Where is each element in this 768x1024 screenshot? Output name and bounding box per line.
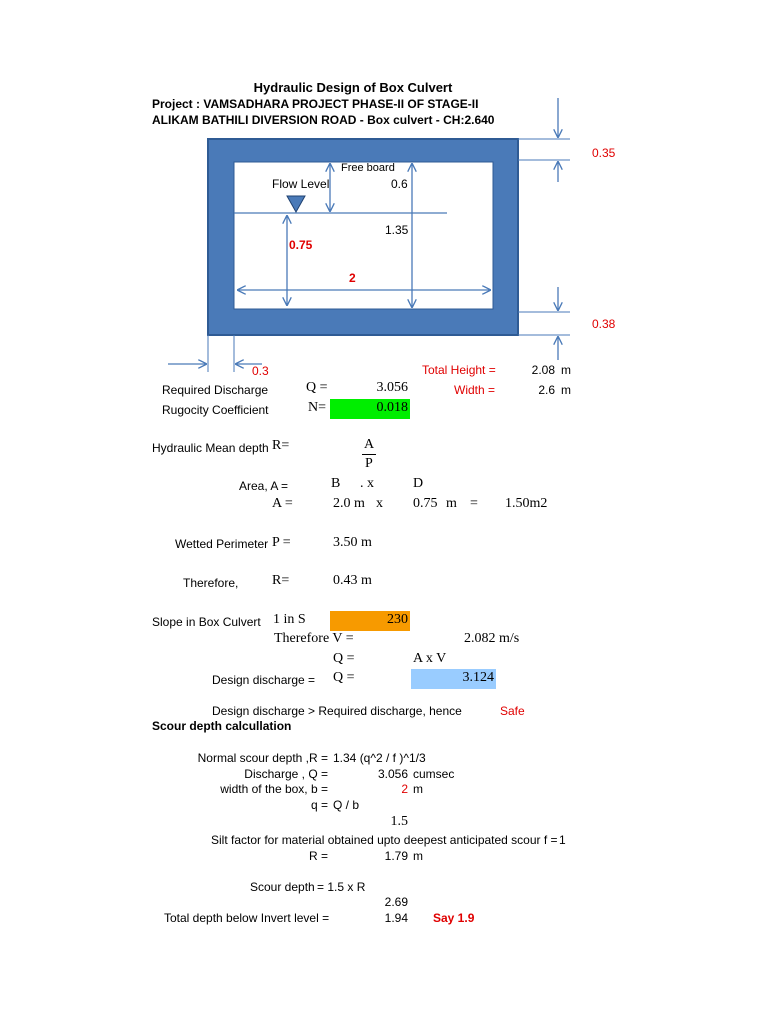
area-x: . x [360, 476, 374, 491]
hmd-numerator: A [364, 437, 375, 452]
scour-discharge-label: Discharge , Q = [244, 767, 328, 781]
wp-label: Wetted Perimeter [175, 537, 269, 551]
scour-depth-value: 2.69 [384, 895, 408, 909]
area-label: Area, A = [239, 479, 289, 493]
area-dval: 0.75 [413, 496, 438, 511]
area-b: B [331, 476, 341, 491]
area-dunit: m [446, 496, 457, 511]
rugosity-label: Rugocity Coefficient [162, 403, 269, 417]
width-unit: m [561, 383, 571, 397]
total-depth-value: 1.94 [384, 911, 408, 925]
design-value: 3.124 [462, 670, 494, 685]
area-result: 1.50m2 [505, 496, 548, 511]
inner-height-value: 1.35 [385, 223, 409, 237]
wall-value: 0.3 [252, 364, 269, 378]
flow-level-label: Flow Level [272, 177, 330, 191]
box-width-unit: m [413, 782, 423, 796]
velocity-label: Therefore V = [274, 631, 354, 646]
scour-r-value: 1.79 [384, 849, 408, 863]
location-line: ALIKAM BATHILI DIVERSION ROAD - Box culvert - CH:2.640 [152, 113, 495, 127]
rugosity-symbol: N= [308, 400, 327, 415]
slope-value: 230 [387, 612, 408, 627]
scour-depth-label: Scour depth [250, 880, 315, 894]
silt-value: 1 [559, 833, 566, 847]
total-height-value: 2.08 [531, 363, 555, 377]
q-per-width-label: q = [310, 798, 328, 812]
box-culvert-diagram [0, 0, 768, 400]
area-bval: 2.0 m [333, 496, 365, 511]
width-label: Width = [454, 383, 496, 397]
silt-label: Silt factor for material obtained upto deepest anticipated scour f = [211, 833, 558, 847]
wp-value: 3.50 m [333, 535, 372, 550]
fraction-bar [362, 454, 376, 455]
width-value: 2.6 [538, 383, 555, 397]
scour-discharge-value: 3.056 [377, 767, 408, 781]
scour-depth-formula: = 1.5 x R [317, 880, 366, 894]
scour-r-unit: m [413, 849, 423, 863]
q-per-width-formula: Q / b [333, 798, 360, 812]
therefore-label: Therefore, [183, 576, 239, 590]
q-symbol: Q = [333, 651, 355, 666]
hmd-denominator: P [365, 456, 373, 471]
say-value: Say 1.9 [433, 911, 475, 925]
check-text: Design discharge > Required discharge, hence [212, 704, 462, 718]
box-width-label: width of the box, b = [220, 782, 328, 796]
bottom-slab-value: 0.38 [592, 317, 616, 331]
span-value: 2 [349, 271, 356, 285]
area-eq: = [470, 496, 478, 511]
scour-discharge-unit: cumsec [413, 767, 455, 781]
total-height-unit: m [561, 363, 571, 377]
therefore-r: R= [272, 573, 290, 588]
total-height-label: Total Height = [422, 363, 496, 377]
hmd-symbol: R= [272, 438, 290, 453]
project-line: Project : VAMSADHARA PROJECT PHASE-II OF STAGE-II [152, 97, 479, 111]
free-board-value: 0.6 [391, 177, 408, 191]
slope-symbol: 1 in S [273, 612, 306, 627]
box-width-value: 2 [401, 782, 408, 796]
design-symbol: Q = [333, 670, 355, 685]
slope-label: Slope in Box Culvert [152, 615, 261, 629]
normal-scour-formula: 1.34 (q^2 / f )^1/3 [333, 751, 426, 765]
scour-r-label: R = [308, 849, 328, 863]
rugosity-value: 0.018 [376, 400, 408, 415]
normal-scour-label: Normal scour depth ,R = [197, 751, 328, 765]
area-symbol: A = [272, 496, 293, 511]
design-label: Design discharge = [212, 673, 316, 687]
velocity-value: 2.082 m/s [464, 631, 520, 646]
scour-heading: Scour depth calcullation [152, 719, 292, 733]
q-formula: A x V [413, 651, 447, 666]
hmd-label: Hydraulic Mean depth [152, 441, 269, 455]
total-depth-label: Total depth below Invert level = [164, 911, 330, 925]
area-d: D [413, 476, 424, 491]
wp-symbol: P = [272, 535, 291, 550]
check-result: Safe [500, 704, 525, 718]
discharge-symbol: Q = [306, 380, 328, 395]
r-value: 0.43 m [333, 573, 372, 588]
q-per-width-value: 1.5 [390, 814, 408, 829]
page-title: Hydraulic Design of Box Culvert [253, 80, 453, 95]
area-times: x [376, 496, 383, 511]
flow-depth-value: 0.75 [289, 238, 313, 252]
free-board-label: Free board [341, 162, 395, 174]
top-slab-value: 0.35 [592, 146, 616, 160]
discharge-value: 3.056 [376, 380, 408, 395]
discharge-label: Required Discharge [162, 383, 269, 397]
